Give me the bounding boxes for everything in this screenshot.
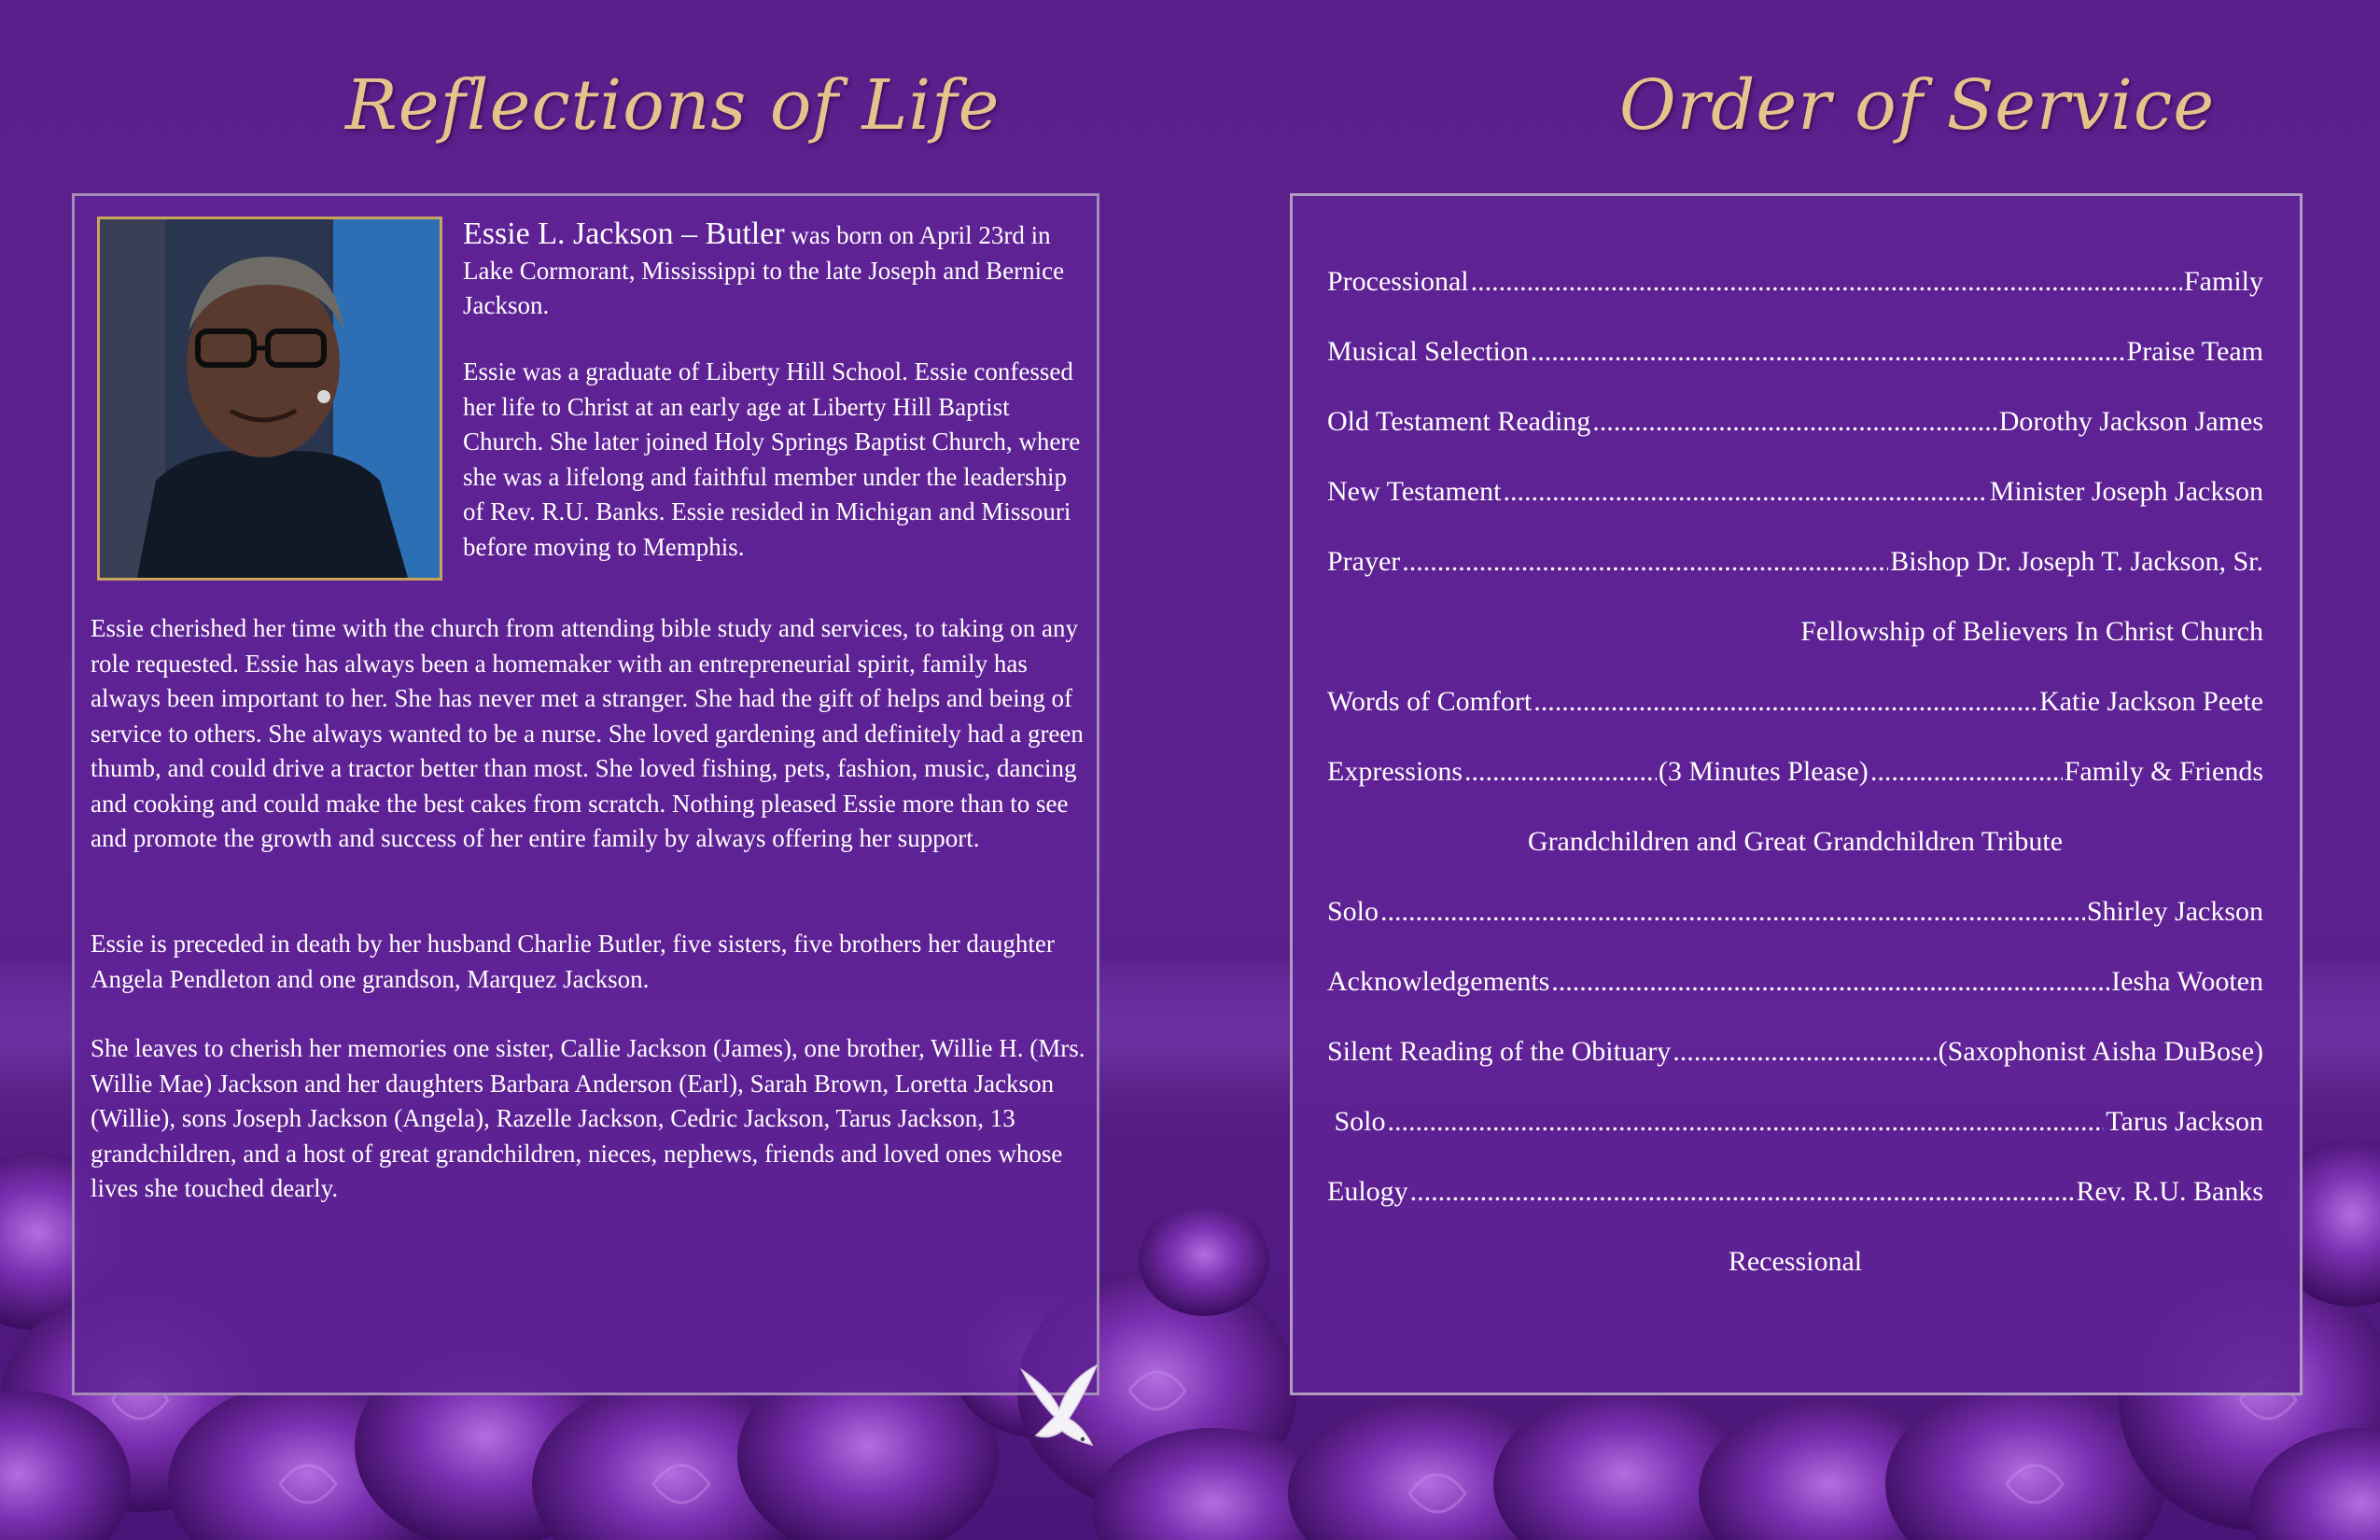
preceded-paragraph: Essie is preceded in death by her husband Charlie Butler, five sisters, five brothers her daughter Angela Pendleton and one grandson, Marquez Jackson.: [91, 930, 1055, 993]
service-row-solo-2: [1327, 1103, 2263, 1141]
service-value: (Saxophonist Aisha DuBose): [1938, 1036, 2263, 1067]
service-row-acknowledgements: [1327, 963, 2263, 1001]
education-paragraph: Essie was a graduate of Liberty Hill School. Essie confessed her life to Christ at an early age at Liberty Hill Baptist Church. She later joined Holy Springs Baptist Church, where she was a lifelong and faithful member under the leadership of Rev. R.U. Banks. Essie resided in Michigan and Missouri before moving to Memphis.: [463, 357, 1081, 561]
service-label: Eulogy: [1327, 1176, 1408, 1207]
tribute-line: Grandchildren and Great Grandchildren Tribute: [1527, 826, 2064, 857]
service-row-old-testament: [1327, 403, 2263, 441]
intro-text: was born on April 23rd in Lake Cormorant, Mississippi to the late Joseph and Bernice Jackson.: [463, 221, 1065, 319]
service-value: Shirley Jackson: [2086, 896, 2263, 927]
service-label: Solo: [1327, 1106, 1386, 1137]
service-value: Katie Jackson Peete: [2039, 686, 2263, 717]
service-label: Processional: [1327, 266, 1469, 297]
intro-paragraph: [463, 217, 1088, 324]
dot-leader: [1673, 1033, 1936, 1071]
service-row-expressions: [1327, 753, 2263, 791]
service-value: Praise Team: [2126, 336, 2263, 367]
service-label: Musical Selection: [1327, 336, 1529, 367]
service-row-solo: [1327, 893, 2263, 931]
service-value: Tarus Jackson: [2106, 1106, 2263, 1137]
dot-leader: [1410, 1173, 2075, 1211]
service-label: Old Testament Reading: [1327, 406, 1591, 437]
dot-leader: [1380, 893, 2085, 931]
dot-leader: [1503, 473, 1987, 511]
service-value: Minister Joseph Jackson: [1989, 476, 2263, 507]
service-label: Solo: [1327, 896, 1379, 927]
service-label: Words of Comfort: [1327, 686, 1533, 717]
service-note: (3 Minutes Please): [1658, 756, 1869, 787]
dot-leader: [1533, 683, 2037, 721]
dot-leader: [1402, 543, 1888, 581]
service-value: Dorothy Jackson James: [1998, 406, 2263, 437]
service-value: Iesha Wooten: [2111, 966, 2263, 997]
order-of-service-heading: Order of Service: [1619, 65, 2216, 146]
fellowship-line: Fellowship of Believers In Christ Church: [1800, 616, 2263, 647]
deceased-name: Essie L. Jackson – Butler: [463, 217, 785, 251]
service-row-words-of-comfort: [1327, 683, 2263, 721]
service-label: Silent Reading of the Obituary: [1327, 1036, 1672, 1067]
dot-leader: [1471, 263, 2182, 301]
service-row-processional: [1327, 263, 2263, 301]
dot-leader: [1464, 753, 1657, 791]
service-label: New Testament: [1327, 476, 1502, 507]
service-row-new-testament: [1327, 473, 2263, 511]
service-value: Family: [2183, 266, 2263, 297]
recessional-line: Recessional: [1728, 1246, 1863, 1277]
service-row-musical-selection: [1327, 333, 2263, 371]
portrait-photo: [97, 217, 442, 581]
service-row-prayer: [1327, 543, 2263, 581]
dot-leader: [1592, 403, 1996, 441]
dot-leader: [1531, 333, 2125, 371]
service-label: Expressions: [1327, 756, 1463, 787]
service-value: Rev. R.U. Banks: [2076, 1176, 2263, 1207]
dove-icon: [1017, 1361, 1101, 1454]
survivors-paragraph: She leaves to cherish her memories one sister, Callie Jackson (James), one brother, Willie H. (Mrs. Willie Mae) Jackson and her daughters Barbara Anderson (Earl), Sarah Brown, Loretta Jackson (Willie), sons Joseph Jackson (Angela), Razelle Jackson, Cedric Jackson, Tarus Jackson, 13 grandchildren, and a host of great grandchildren, nieces, nephews, friends and loved ones whose lives she touched dearly.: [91, 1034, 1085, 1202]
dot-leader: [1388, 1103, 2105, 1141]
service-label: Prayer: [1327, 546, 1401, 577]
service-row-eulogy: [1327, 1173, 2263, 1211]
service-row-silent-reading: [1327, 1033, 2263, 1071]
service-value: Family & Friends: [2064, 756, 2263, 787]
service-value: Bishop Dr. Joseph T. Jackson, Sr.: [1890, 546, 2263, 577]
dot-leader: [1870, 753, 2063, 791]
reflections-of-life-heading: Reflections of Life: [345, 65, 1001, 146]
life-paragraph: Essie cherished her time with the church from attending bible study and services, to taking on any role requested. Essie has always been a homemaker with an entrepreneurial spirit, family has always been important to her. She has never met a stranger. She had the gift of helps and being of service to others. She always wanted to be a nurse. She loved gardening and definitely had a green thumb, and could drive a tractor better than most. She loved fishing, pets, fashion, music, dancing and cooking and could make the best cakes from scratch. Nothing pleased Essie more than to see and promote the growth and success of her entire family by always offering her support.: [91, 614, 1084, 852]
portrait-illustration: [100, 219, 440, 578]
order-of-service-panel: [1290, 193, 2303, 1395]
service-label: Acknowledgements: [1327, 966, 1550, 997]
dot-leader: [1551, 963, 2109, 1001]
